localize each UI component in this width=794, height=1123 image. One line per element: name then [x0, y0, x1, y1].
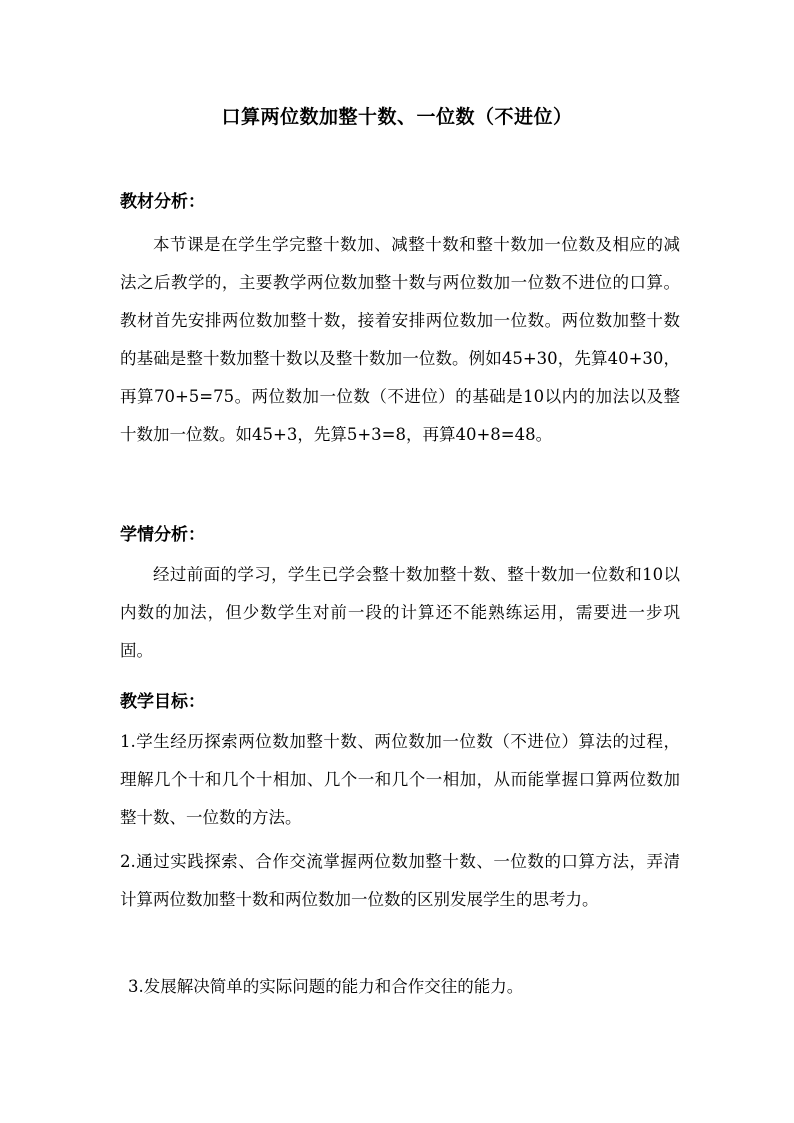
student-analysis-paragraph: 经过前面的学习，学生已学会整十数加整十数、整十数加一位数和10以内数的加法，但少数学生对前一段的计算还不能熟练运用，需要进一步巩固。 — [120, 565, 680, 660]
student-analysis-heading: 学情分析： — [120, 525, 205, 545]
document-title: 口算两位数加整十数、一位数（不进位） — [221, 106, 573, 128]
material-analysis-heading: 教材分析： — [120, 192, 205, 212]
teaching-goal-item: 3.发展解决简单的实际问题的能力和合作交往的能力。 — [128, 977, 524, 996]
material-analysis-paragraph: 本节课是在学生学完整十数加、减整十数和整十数加一位数及相应的减法之后教学的，主要教学两位数加整十数与两位数加一位数不进位的口算。教材首先安排两位数加整十数，接着安排两位数加一位数。两位数加整十数的基础是整十数加整十数以及整十数加一位数。例如45+30，先算40+30，再算70+5=75。两位数加一位数（不进位）的基础是10以内的加法以及整十数加一位数。如45+3，先算5+3=8，再算40+8=48。 — [120, 235, 680, 444]
teaching-goals-heading: 教学目标： — [120, 692, 205, 712]
teaching-goal-item: 1.学生经历探索两位数加整十数、两位数加一位数（不进位）算法的过程，理解几个十和几个十相加、几个一和几个一相加，从而能掌握口算两位数加整十数、一位数的方法。 — [120, 732, 680, 827]
teaching-goal-item: 2.通过实践探索、合作交流掌握两位数加整十数、一位数的口算方法，弄清计算两位数加整十数和两位数加一位数的区别发展学生的思考力。 — [120, 852, 680, 909]
